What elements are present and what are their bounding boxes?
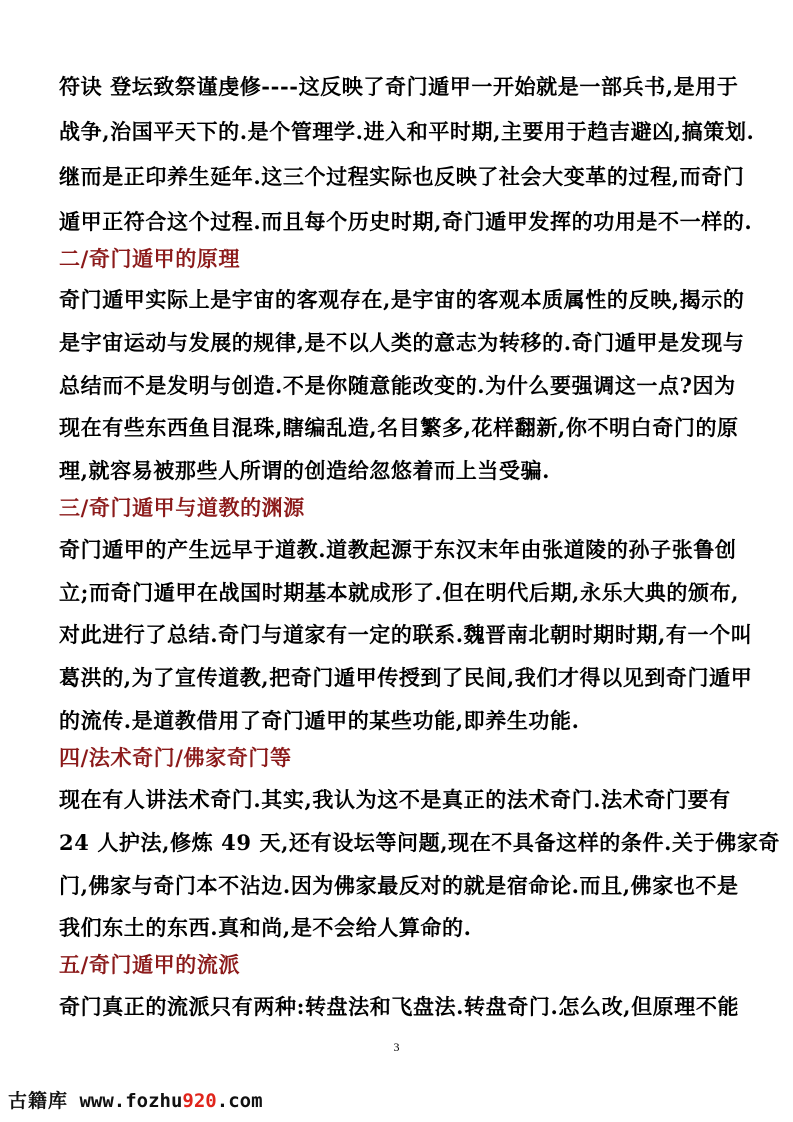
- body-text-line: 奇门遁甲实际上是宇宙的客观存在,是宇宙的客观本质属性的反映,揭示的: [59, 287, 745, 312]
- body-text-line: 现在有人讲法术奇门.其实,我认为这不是真正的法术奇门.法术奇门要有: [59, 787, 731, 812]
- body-text-line: 葛洪的,为了宣传道教,把奇门遁甲传授到了民间,我们才得以见到奇门遁甲: [59, 665, 753, 690]
- body-text-line: 奇门遁甲的产生远早于道教.道教起源于东汉末年由张道陵的孙子张鲁创: [59, 537, 737, 562]
- body-text-line: 对此进行了总结.奇门与道家有一定的联系.魏晋南北朝时期时期,有一个叫: [59, 622, 753, 647]
- body-text-line: 理,就容易被那些人所谓的创造给忽悠着而上当受骗.: [59, 458, 551, 483]
- body-text-line: 奇门真正的流派只有两种:转盘法和飞盘法.转盘奇门.怎么改,但原理不能: [59, 994, 740, 1019]
- watermark-url-suffix: .com: [216, 1090, 263, 1112]
- section-heading-taoism: 三/奇门遁甲与道教的渊源: [59, 495, 305, 520]
- section-heading-schools: 五/奇门遁甲的流派: [59, 952, 241, 977]
- body-text-line: 符诀 登坛致祭谨虔修----这反映了奇门遁甲一开始就是一部兵书,是用于: [59, 74, 739, 99]
- body-text-line: 24 人护法,修炼 49 天,还有设坛等问题,现在不具备这样的条件.关于佛家奇: [59, 830, 781, 855]
- body-text-line: 立;而奇门遁甲在战国时期基本就成形了.但在明代后期,永乐大典的颁布,: [59, 580, 740, 605]
- body-text-line: 门,佛家与奇门本不沾边.因为佛家最反对的就是宿命论.而且,佛家也不是: [59, 873, 739, 898]
- site-watermark: [8, 1086, 263, 1113]
- body-text-line: 总结而不是发明与创造.不是你随意能改变的.为什么要强调这一点?因为: [59, 373, 736, 398]
- body-text-line: 战争,治国平天下的.是个管理学.进入和平时期,主要用于趋吉避凶,搞策划.: [59, 119, 755, 144]
- page-number: 3: [393, 1040, 400, 1054]
- body-text-line: 遁甲正符合这个过程.而且每个历史时期,奇门遁甲发挥的功用是不一样的.: [59, 209, 753, 234]
- watermark-site-name: 古籍库: [8, 1090, 69, 1112]
- body-text-line: 现在有些东西鱼目混珠,瞎编乱造,名目繁多,花样翻新,你不明白奇门的原: [59, 415, 739, 440]
- watermark-url-prefix: www.fozhu: [79, 1090, 183, 1112]
- section-heading-principle: 二/奇门遁甲的原理: [59, 246, 241, 271]
- section-heading-magic-buddhist: 四/法术奇门/佛家奇门等: [59, 745, 292, 770]
- body-text-line: 继而是正印养生延年.这三个过程实际也反映了社会大变革的过程,而奇门: [59, 164, 745, 189]
- body-text-line: 我们东土的东西.真和尚,是不会给人算命的.: [59, 915, 472, 940]
- body-text-line: 的流传.是道教借用了奇门遁甲的某些功能,即养生功能.: [59, 708, 580, 733]
- watermark-url-number: 920: [182, 1090, 217, 1112]
- body-text-line: 是宇宙运动与发展的规律,是不以人类的意志为转移的.奇门遁甲是发现与: [59, 330, 745, 355]
